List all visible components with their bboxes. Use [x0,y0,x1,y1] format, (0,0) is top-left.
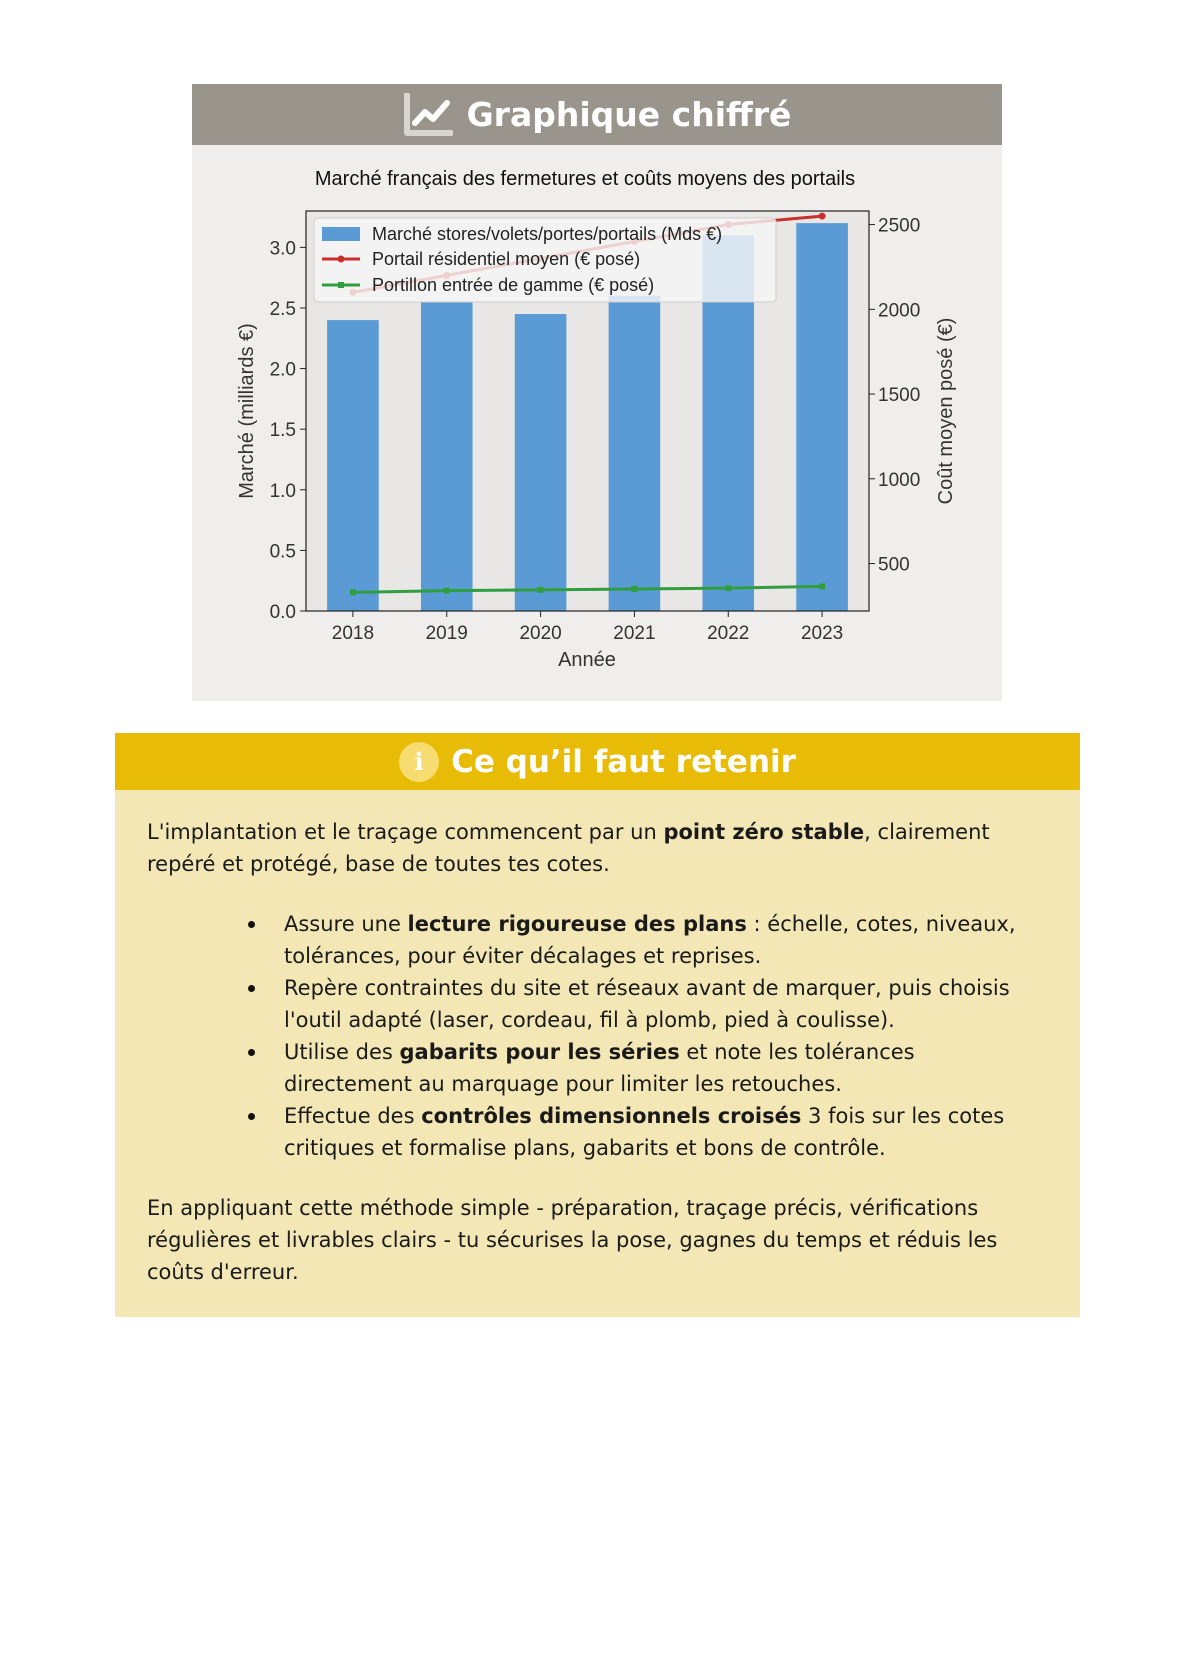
legend-label-portail: Portail résidentiel moyen (€ posé) [372,249,641,269]
legend-label-market: Marché stores/volets/portes/portails (Mds €) [372,224,723,244]
y-tick-label: 1.0 [269,480,296,502]
bar-2020 [515,314,567,611]
legend [314,218,776,302]
bullet-text-end: : échelle, cotes, niveaux, tolérances, pour éviter décalages et reprises. [284,912,1016,968]
intro-bold: point zéro stable [663,820,865,844]
intro-text: L'implantation et le traçage commencent par un [147,820,664,844]
y-tick-label: 2.0 [269,359,296,381]
y2-tick-label: 2500 [878,215,921,237]
list-item [284,972,1048,1036]
x-tick-label: 2020 [519,623,562,644]
bullet-bold: lecture rigoureuse des plans [407,912,747,936]
point-portillon-2023 [819,583,825,589]
y2-tick-label: 2000 [878,300,921,322]
list-item [284,1036,1048,1100]
point-portail-2023 [819,213,826,220]
info-header-title: Ce qu’il faut retenir [451,743,796,780]
info-icon: i [399,742,439,782]
chart-header-title: Graphique chiffré [466,95,792,134]
intro-text-end: , clairement repéré et protégé, base de toutes tes cotes. [147,820,990,876]
list-item [284,1100,1048,1164]
x-tick-label: 2018 [331,623,375,644]
y-axis-label: Marché (milliards €) [236,323,258,499]
info-card [115,733,1080,1317]
chart-header [192,84,1002,145]
point-portillon-2021 [631,586,637,592]
bullet-text: Assure une [284,912,408,936]
y2-tick-label: 500 [878,554,910,576]
legend-marker-portail [338,256,345,263]
bullet-text: Utilise des [284,1040,400,1064]
x-tick-label: 2022 [707,623,750,644]
legend-label-portillon: Portillon entrée de gamme (€ posé) [372,275,655,295]
bar-2018 [327,320,379,611]
x-axis-label: Année [558,649,616,671]
bar-2021 [609,296,661,611]
bullet-text-end: 3 fois sur les cotes critiques et formalise plans, gabarits et bons de contrôle. [284,1104,1005,1160]
list-item [284,908,1048,972]
bullet-bold: gabarits pour les séries [399,1040,680,1064]
y-tick-label: 0.0 [269,602,296,623]
bullet-text-end: et note les tolérances directement au marquage pour limiter les retouches. [284,1040,915,1096]
chart [192,145,1002,701]
chart-title: Marché français des fermetures et coûts moyens des portails [314,168,856,190]
point-portillon-2018 [350,589,356,595]
conclusion-paragraph: En appliquant cette méthode simple - préparation, traçage précis, vérifications régulières et livrables clairs - tu sécurises la pose, gagnes du temps et réduis les coûts d'erreur. [147,1196,998,1284]
chart-card [192,84,1002,701]
y-tick-label: 0.5 [269,541,296,563]
info-body [115,790,1080,1288]
y2-tick-label: 1000 [878,469,921,491]
point-portillon-2020 [538,587,544,593]
legend-marker-portillon [338,282,344,288]
bullet-text: Effectue des [284,1104,422,1128]
legend-swatch-bar [322,227,360,241]
x-tick-label: 2021 [613,623,656,644]
y-tick-label: 3.0 [269,238,296,260]
x-tick-label: 2019 [425,623,468,644]
bullet-bold: contrôles dimensionnels croisés [421,1104,802,1128]
bullet-text: Repère contraintes du site et réseaux avant de marquer, puis choisis l'outil adapté (laser, cordeau, fil à plomb, pied à coulisse). [284,976,1010,1032]
bullet-list [147,908,1048,1164]
y-tick-label: 2.5 [269,298,296,320]
bar-2019 [421,302,473,611]
point-portillon-2022 [725,585,731,591]
y2-axis-label: Coût moyen posé (€) [935,317,957,505]
y2-tick-label: 1500 [878,385,921,407]
intro-paragraph [147,816,1048,880]
x-tick-label: 2023 [800,623,844,644]
point-portillon-2019 [444,588,450,594]
y-tick-label: 1.5 [269,420,296,442]
bar-2023 [796,223,848,611]
info-header [115,733,1080,790]
line-chart-icon [403,93,453,137]
